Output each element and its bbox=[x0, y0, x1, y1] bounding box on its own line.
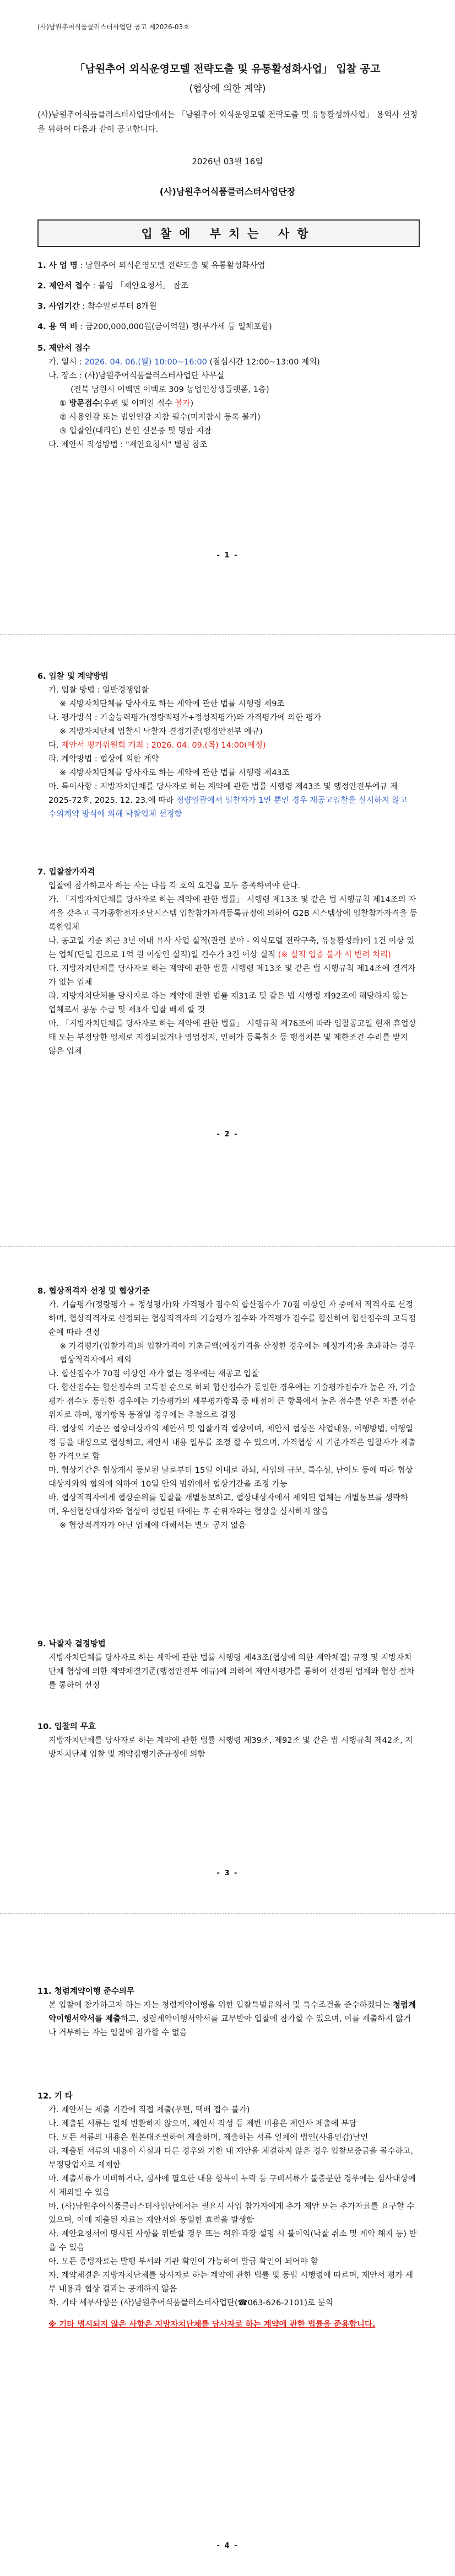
s6-b-note: ※ 지방자치단체 입찰시 낙찰자 결정기준(행정안전부 예규) bbox=[59, 727, 263, 736]
method-3: ③ 입찰인(대리인) 본인 신분증 및 명함 지참 bbox=[59, 427, 212, 436]
period-value: : 착수일로부터 8개월 bbox=[82, 302, 157, 311]
cost-label: 4. 용 역 비 bbox=[37, 323, 78, 331]
s12-item-j: 차. 기타 세부사항은 (사)남원추어식품클러스터사업단(☎063-626-2101)로 문의 bbox=[48, 2299, 333, 2307]
notice-number: (사)남원추어식품클러스터사업단 공고 제2026-03호 bbox=[37, 23, 189, 31]
method-1-end: ) bbox=[190, 399, 194, 408]
s6-e-text: 마. 특이사항 : 지방자치단체를 당사자로 하는 계약에 관한 법률 시행령 제43조 및 행정안전부예규 제2025-72호, 2025. 12. 23.에 따라 bbox=[48, 782, 398, 805]
section-9 bbox=[37, 1638, 418, 1693]
s6-a: 가. 입찰 방법 : 일반경쟁입찰 bbox=[48, 686, 149, 695]
issuer: (사)남원추어식품클러스터사업단장 bbox=[159, 186, 296, 197]
time-label: 가. 일시 : bbox=[48, 358, 85, 367]
section-6 bbox=[37, 670, 418, 822]
s12-item-i: 자. 계약체결은 지방자치단체를 당사자로 하는 계약에 관한 법률 및 동법 시행령에 따르며, 제안서 평가 세부 내용과 협상 결과는 공개하지 않음 bbox=[48, 2271, 414, 2294]
s7-item-e: 마. 「지방자치단체를 당사자로 하는 계약에 관한 법률」 시행규칙 제76조에 따라 입찰공고일 현재 휴업상태 또는 부정당한 업체로 지정되었거나 영업정지, 인허가 등록취소 등 행정처분 및 제한조건 수리를 받지 않은 업체 bbox=[48, 1019, 416, 1056]
page-number-4: - 4 - bbox=[216, 2542, 239, 2550]
s11-body-1: 본 입찰에 참가하고자 하는 자는 청렴계약이행을 위한 입찰특별유의서 및 특수조건을 준수하겠다는 bbox=[48, 2001, 393, 2010]
section-10 bbox=[37, 1720, 418, 1762]
s8-item-b: 나. 합산점수가 70점 이상인 자가 없는 경우에는 재공고 입찰 bbox=[48, 1370, 259, 1378]
page-title: 「남원추어 외식운영모델 전략도출 및 유통활성화사업」 입찰 공고 bbox=[74, 63, 381, 75]
section-9-title: 9. 낙찰자 결정방법 bbox=[37, 1640, 106, 1649]
project-name-value: : 남원추어 외식운영모델 전략도출 및 유통활성화사업 bbox=[80, 261, 266, 270]
section-7 bbox=[37, 866, 418, 1059]
section-6-title: 6. 입찰 및 계약방법 bbox=[37, 672, 109, 681]
s12-item-b: 나. 제출된 서류는 일체 반환하지 않으며, 제안서 작성 등 제반 비용은 제안사 제출에 부담 bbox=[48, 2119, 357, 2128]
s6-c-red: 제안서 평가위원회 개최 : 2026. 04. 09.(목) 14:00(예정) bbox=[61, 741, 266, 750]
method-1-bold: ① 방문접수 bbox=[59, 399, 100, 408]
s6-e-blue: 정량일괄에서 입찰자가 1인 뿐인 경우 재공고입찰을 실시하지 않고 수의계약 방식에 의해 낙찰업체 선정함 bbox=[48, 796, 408, 819]
section-8 bbox=[37, 1285, 418, 1533]
section-5 bbox=[37, 342, 418, 452]
s12-item-c: 다. 모든 서류의 내용은 원본대조필하여 제출하며, 제출하는 서류 일체에 법인(사용인감)날인 bbox=[48, 2133, 369, 2142]
s6-c-prefix: 다. bbox=[48, 741, 62, 750]
s7-item-c: 다. 지방자치단체를 당사자로 하는 계약에 관한 법률 시행령 제13조 및 같은 법 시행규칙 제14조에 결격자가 없는 업체 bbox=[48, 964, 416, 987]
writing-method: 다. 제안서 작성방법 : "제안요청서" 별첨 참조 bbox=[48, 441, 208, 449]
s8-item-a-note: ※ 가격평가(입찰가격)의 입찰가격이 기초금액(예정가격을 산정한 경우에는 예정가격)을 초과하는 경우 협상적격자에서 제외 bbox=[59, 1342, 415, 1365]
s7-intro: 입찰에 참가하고자 하는 자는 다음 각 호의 요건을 모두 충족하여야 한다. bbox=[48, 882, 300, 890]
s8-item-a: 가. 기술평가(정량평가 + 정성평가)와 가격평가 점수의 합산점수가 70점 이상인 자 중에서 적격자로 선정하며, 협상적격자로 선정되는 협상적격자의 기술평가 점수와 가격평가 점수를 합산하여 합산점수의 고득점 순에 따라 결정 bbox=[48, 1301, 416, 1337]
time-note: (점심시간 12:00~13:00 제외) bbox=[207, 358, 320, 367]
section-11-title: 11. 청렴계약이행 준수의무 bbox=[37, 1987, 134, 1996]
section-12-title: 12. 기 타 bbox=[37, 2092, 73, 2101]
period-label: 3. 사업기간 bbox=[37, 302, 80, 311]
s7-item-a: 가. 「지방자치단체를 당사자로 하는 계약에 관한 법률」 시행령 제13조 및 같은 법 시행규칙 제14조의 자격을 갖추고 국가종합전자조달시스템 입찰참가자격등록규정에 의하여 G2B 시스템상에 입찰참가자격을 등록한업체 bbox=[48, 895, 418, 932]
proposal-value: : 붙임 「제안요청서」 참조 bbox=[93, 282, 189, 291]
proposal-label: 2. 제안서 접수 bbox=[37, 282, 90, 291]
method-1-red: 불가 bbox=[175, 399, 191, 408]
section-5-title: 5. 제안서 접수 bbox=[37, 344, 90, 353]
section-8-title: 8. 협상적격자 선정 및 협상기준 bbox=[37, 1287, 150, 1296]
place: 나. 장소 : (사)남원추어식품클러스터사업단 사무실 bbox=[48, 372, 225, 380]
s8-item-f-note: ※ 협상적격자가 아닌 업체에 대해서는 별도 공지 없음 bbox=[59, 1521, 246, 1530]
s6-d-note: ※ 지방자치단체를 당사자로 하는 계약에 관한 법률 시행령 제43조 bbox=[59, 769, 290, 777]
time-value: 2026. 04. 06.(월) 10:00~16:00 bbox=[84, 358, 207, 367]
cost-value: : 금200,000,000원(금이억원) 정(부가세 등 일체포함) bbox=[80, 323, 272, 331]
s12-item-e: 마. 제출서류가 미비하거나, 심사에 필요한 내용 항목이 누락 등 구비서류가 불충분한 경우에는 심사대상에서 제외될 수 있음 bbox=[48, 2175, 416, 2197]
s10-body: 지방자치단체를 당사자로 하는 계약에 관한 법률 시행령 제39조, 제92조 및 같은 법 시행규칙 제42조, 지방자치단체 입찰 및 계약집행기준규정에 의함 bbox=[48, 1736, 413, 1759]
section-11 bbox=[37, 1985, 418, 2040]
section-banner bbox=[37, 219, 420, 247]
s12-item-h: 아. 모든 증빙자료는 발행 부서와 기관 확인이 가능하여 발급 확인이 되어야 함 bbox=[48, 2257, 318, 2266]
footer-note: ※ 기타 명시되지 않은 사항은 지방자치단체를 당사자로 하는 계약에 관한 법률을 준용합니다. bbox=[48, 2320, 376, 2329]
s12-item-d: 라. 제출된 서류의 내용이 사실과 다른 경우와 기한 내 제안을 체결하지 않은 경우 입찰보증금을 몰수하고, 부정당업자로 제재함 bbox=[48, 2147, 414, 2170]
s6-a-note: ※ 지방자치단체를 당사자로 하는 계약에 관한 법률 시행령 제9조 bbox=[59, 700, 285, 709]
page-number-3: - 3 - bbox=[216, 1869, 239, 1877]
banner-text: 입찰에 부치는 사항 bbox=[141, 227, 316, 240]
s8-item-d: 라. 협상의 기준은 협상대상자의 제안서 및 입찰가격 협상이며, 제안서 협상은 사업내용, 이행방법, 이행일정 등을 대상으로 협상하고, 제안서 내용 일부를 조정 할 수 있으며, 가격협상 시 기준가격은 입찰자가 제출한 가격으로 함 bbox=[48, 1425, 416, 1461]
section-12 bbox=[37, 2090, 418, 2332]
s8-item-e: 마. 협상기간은 협상개시 등보된 날로부터 15일 이내로 하되, 사업의 규모, 특수성, 난이도 등에 따라 협상대상자와의 협의에 의하여 10일 안의 범위에서 협상기간을 조정 가능 bbox=[48, 1466, 413, 1489]
page-separator bbox=[0, 1913, 455, 1914]
s8-item-f: 바. 협상적격자에게 협상순위를 입찰을 개별통보하고, 협상대상자에서 제외된 업체는 개별통보를 생략하며, 우선협상대상자와 협상이 성립된 때에는 후 순위자와는 협상을 실시하지 않음 bbox=[48, 1494, 408, 1516]
s9-body: 지방자치단체를 당사자로 하는 계약에 관한 법률 시행령 제43조(협상에 의한 계약체결) 규정 및 지방자치단체 협상에 의한 계약체결기준(행정안전부 예규)에 의하여 제안서평가를 통하여 선정된 업체와 협상 절차를 통하여 선정 bbox=[48, 1654, 415, 1690]
method-1-rest: (우편 및 이메일 접수 bbox=[100, 399, 175, 408]
s7-item-b: 나. 공고일 기준 최근 3년 이내 유사 사업 실적(관련 분야 - 외식모델 전략구축, 유통활성화)이 1건 이상 있는 업체(단일 건으로 1억 원 이상인 실적)일 건수가 3건 이상 실적 bbox=[48, 937, 415, 959]
project-name-label: 1. 사 업 명 bbox=[37, 261, 78, 270]
method-2: ② 사용인감 또는 법인인감 지참 필수(미지참시 등록 불가) bbox=[59, 413, 261, 422]
page-number-2: - 2 - bbox=[216, 1130, 239, 1139]
page-number-1: - 1 - bbox=[216, 551, 239, 560]
section-1-4 bbox=[37, 259, 418, 341]
address: (전북 남원시 이백면 이백로 309 농업인상생플랫폼, 1층) bbox=[71, 385, 269, 394]
s8-item-c: 다. 합산점수는 합산점수의 고득점 순으로 하되 합산점수가 동일한 경우에는 기술평가점수가 높은 자, 기술평가 점수도 동일한 경우에는 기술평가의 세부평가항목 중 배점이 큰 항목에서 높은 점수를 얻은 자를 선순위자로 하며, 평가항목 동점일 경우에는 추첨으로 결정 bbox=[48, 1383, 416, 1420]
section-7-title: 7. 입찰참가자격 bbox=[37, 868, 95, 877]
s11-body-bold: 청렴계약이행서약서를 제출 bbox=[48, 2001, 416, 2024]
section-10-title: 10. 입찰의 무효 bbox=[37, 1722, 96, 1731]
s7-item-b-red: (※ 실적 입증 불가 시 반려 처리) bbox=[278, 951, 391, 959]
s6-d: 라. 계약방법 : 협상에 의한 계약 bbox=[48, 755, 159, 764]
page-separator bbox=[0, 634, 455, 635]
s11-body-2: 하고, 청렴계약이행서약서를 교부받아 입찰에 참가할 수 있으며, 이를 제출하지 않거나 거부하는 자는 입찰에 참가할 수 없음 bbox=[48, 2015, 411, 2037]
notice-date: 2026년 03월 16일 bbox=[192, 157, 263, 167]
s12-item-a: 가. 제안서는 제출 기간에 직접 제출(우편, 택배 접수 불가) bbox=[48, 2106, 250, 2115]
page-subtitle: (협상에 의한 계약) bbox=[189, 83, 266, 94]
s6-b: 나. 평가방식 : 기술능력평가(정량적평가+정성적평가)와 가격평가에 의한 평가 bbox=[48, 713, 321, 722]
s7-item-d: 라. 지방자치단체를 당사자로 하는 계약에 관한 법률 제31조 및 같은 법 시행령 제92조에 해당하지 않는 업체로서 공동 수급 및 제3자 입찰 배제 할 것 bbox=[48, 992, 408, 1015]
s12-item-g: 사. 제안요청서에 명시된 사항을 위반할 경우 또는 허위·과장 설명 시 불이익(낙찰 취소 및 계약 해지 등) 받을 수 있음 bbox=[48, 2230, 417, 2252]
s12-item-f: 바. (사)남원추어식품클러스터사업단에서는 필요시 사업 참가자에게 추가 제안 또는 추가자료를 요구할 수 있으며, 이에 제출된 자료는 제안서와 동일한 효력을 발생함 bbox=[48, 2202, 415, 2225]
page-separator bbox=[0, 1246, 455, 1247]
intro-paragraph: (사)남원추어식품클러스터사업단에서는 「남원추어 외식운영모델 전략도출 및 유통활성화사업」 용역사 선정을 위하여 다음과 같이 공고합니다. bbox=[37, 111, 418, 134]
